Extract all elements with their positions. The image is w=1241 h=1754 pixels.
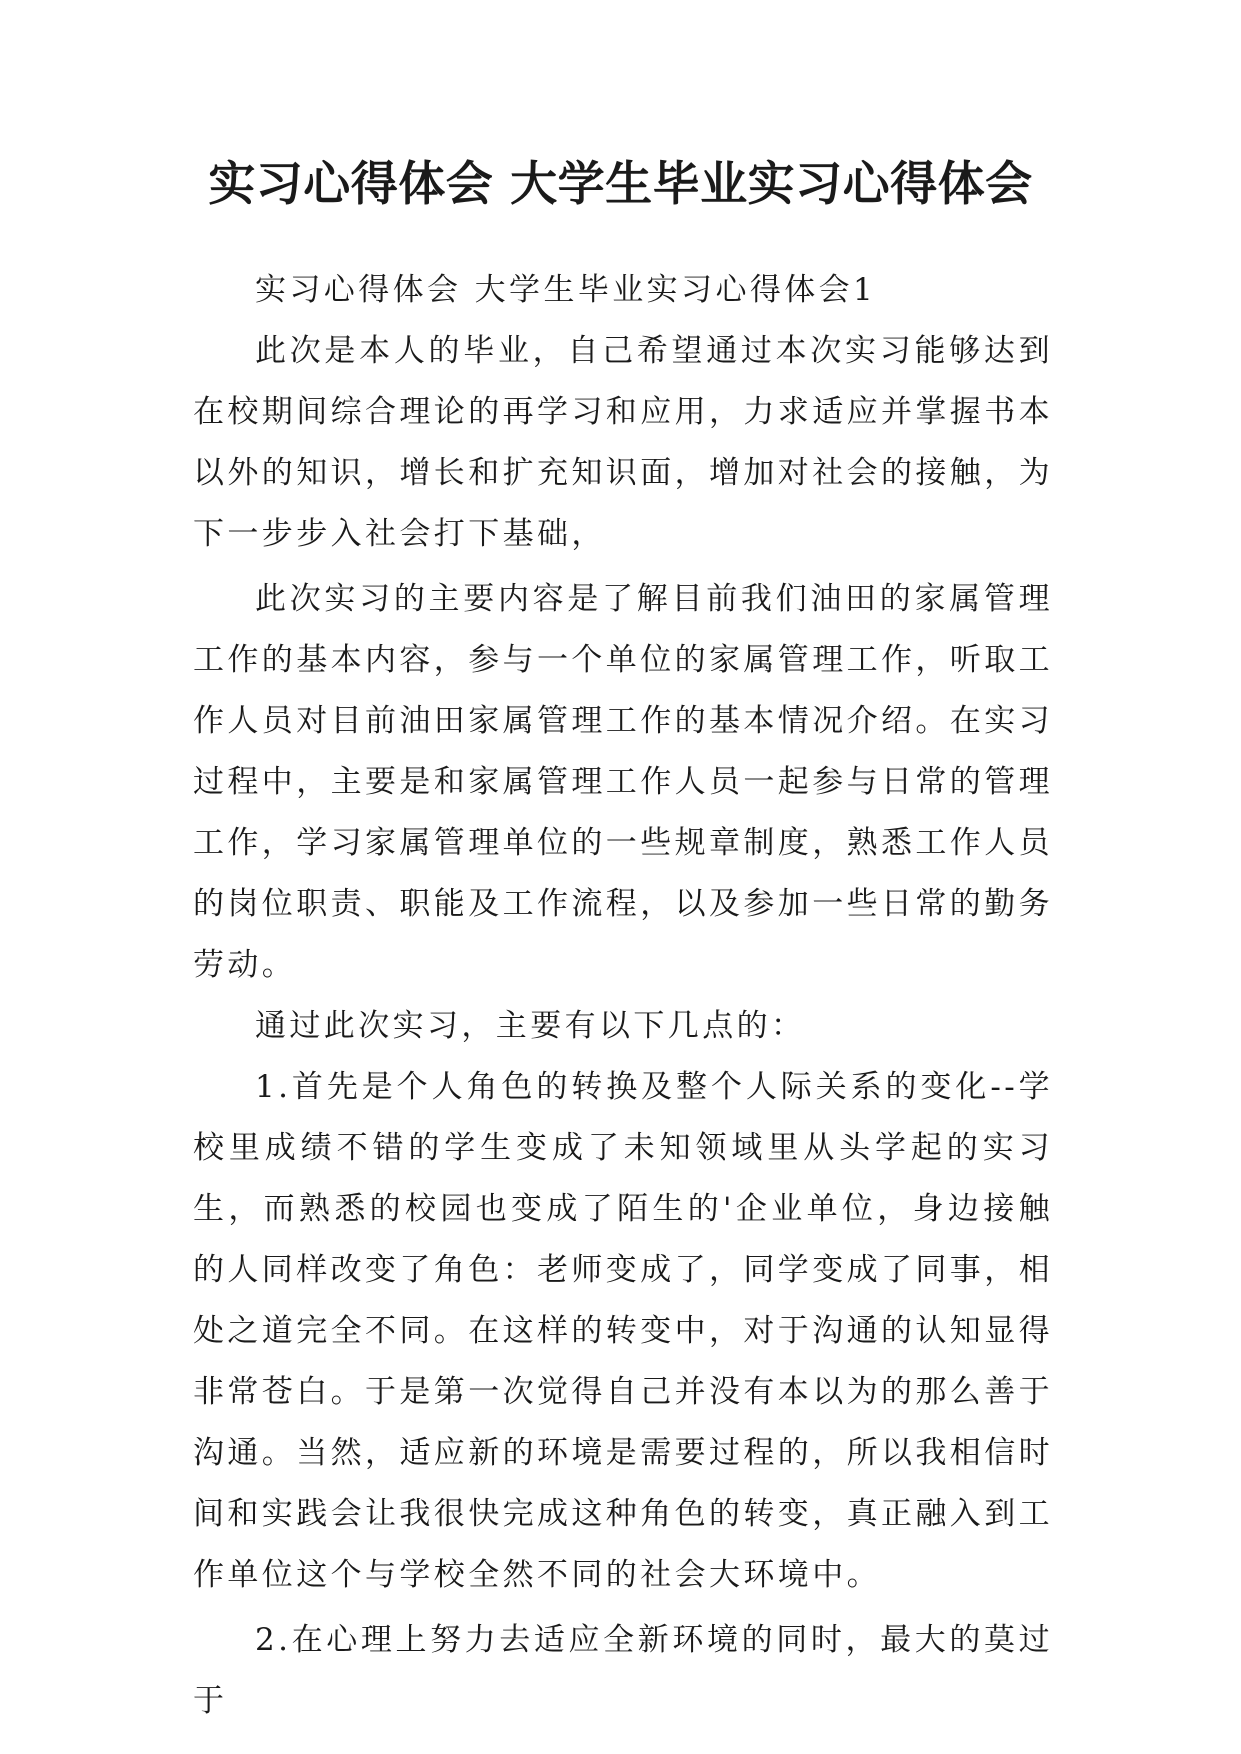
paragraph: 2.在心理上努力去适应全新环境的同时，最大的莫过于 [193, 1622, 1053, 1719]
paragraph: 此次实习的主要内容是了解目前我们油田的家属管理工作的基本内容，参与一个单位的家属管理工作，听取工作人员对目前油田家属管理工作的基本情况介绍。在实习过程中，主要是和家属管理工作人员一起参与日常的管理工作，学习家属管理单位的一些规章制度，熟悉工作人员的岗位职责、职能及工作流程，以及参加一些日常的勤务劳动。 [193, 581, 1053, 983]
paragraph: 通过此次实习，主要有以下几点的： [255, 1008, 806, 1044]
paragraph: 此次是本人的毕业，自己希望通过本次实习能够达到在校期间综合理论的再学习和应用，力求适应并掌握书本以外的知识，增长和扩充知识面，增加对社会的接触，为下一步步入社会打下基础， [193, 333, 1053, 552]
paragraph: 1.首先是个人角色的转换及整个人际关系的变化--学校里成绩不错的学生变成了未知领域里从头学起的实习生，而熟悉的校园也变成了陌生的'企业单位，身边接触的人同样改变了角色：老师变成了，同学变成了同事，相处之道完全不同。在这样的转变中，对于沟通的认知显得非常苍白。于是第一次觉得自己并没有本以为的那么善于沟通。当然，适应新的环境是需要过程的，所以我相信时间和实践会让我很快完成这种角色的转变，真正融入到工作单位这个与学校全然不同的社会大环境中。 [193, 1069, 1053, 1593]
document-body [193, 260, 1053, 1732]
document-title: 实习心得体会 大学生毕业实习心得体会 [208, 157, 1033, 212]
section-heading: 实习心得体会 大学生毕业实习心得体会1 [255, 272, 877, 308]
